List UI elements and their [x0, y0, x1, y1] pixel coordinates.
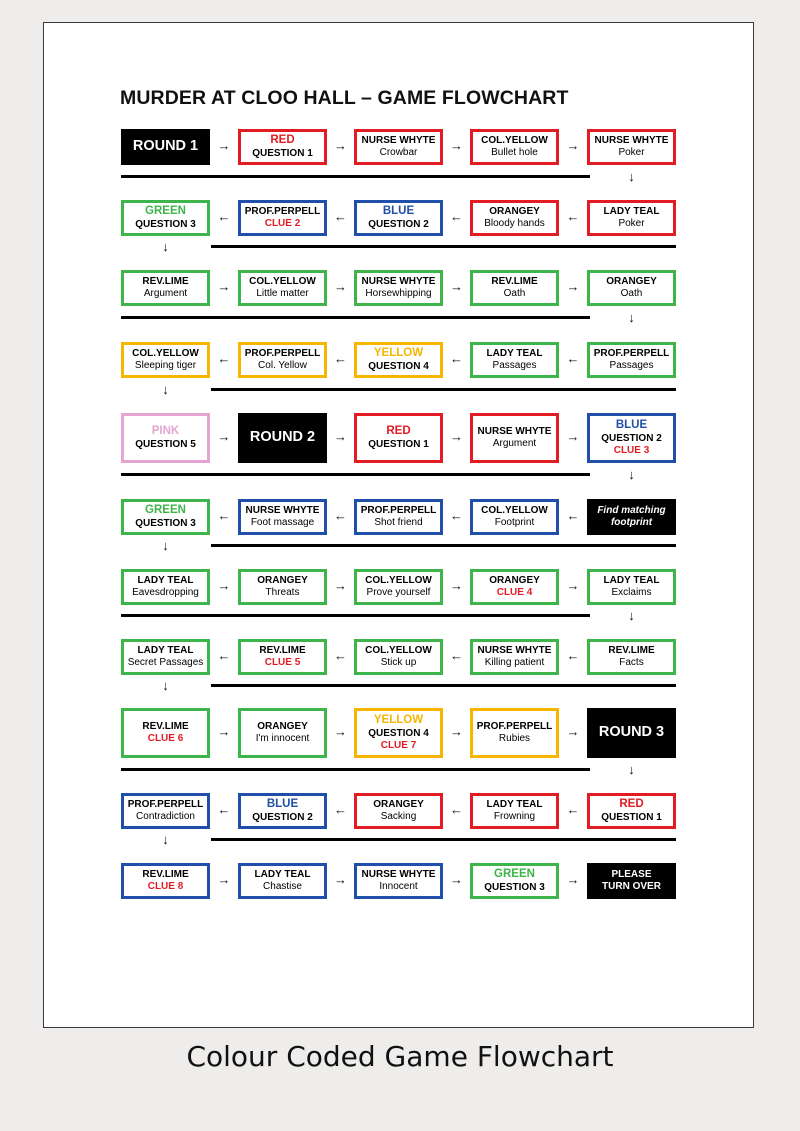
step-detail: I'm innocent — [255, 733, 310, 744]
step-detail: Chastise — [263, 881, 302, 892]
flow-step[interactable] — [121, 793, 210, 829]
flow-step[interactable] — [121, 569, 210, 605]
step-label: COL.YELLOW — [249, 276, 316, 288]
flow-step[interactable] — [238, 200, 327, 236]
step-label: PROF.PERPELL — [244, 348, 321, 360]
step-detail: Eavesdropping — [132, 587, 199, 598]
flow-step[interactable] — [238, 863, 327, 899]
flow-step[interactable] — [354, 639, 443, 675]
step-label: LADY TEAL — [137, 645, 194, 657]
flow-step[interactable] — [587, 342, 676, 378]
question-number: QUESTION 3 — [484, 881, 545, 893]
arrow-left-icon: ← — [450, 802, 463, 817]
step-label: LADY TEAL — [603, 206, 660, 218]
step-label: COL.YELLOW — [365, 575, 432, 587]
arrow-right-icon: → — [566, 724, 580, 739]
step-detail: Facts — [619, 657, 644, 668]
arrow-left-icon: ← — [334, 508, 347, 523]
clue-label: CLUE 6 — [147, 733, 184, 744]
step-detail: Poker — [618, 147, 645, 158]
connector-line — [121, 316, 590, 319]
flow-step[interactable] — [121, 200, 210, 236]
flow-step[interactable] — [354, 499, 443, 535]
flow-step[interactable] — [470, 569, 559, 605]
flow-step[interactable] — [587, 863, 676, 899]
question-number: QUESTION 4 — [368, 360, 429, 372]
step-label: LADY TEAL — [486, 799, 543, 811]
question-colour: YELLOW — [373, 347, 424, 360]
question-number: QUESTION 1 — [601, 811, 662, 823]
flowchart-rows — [44, 23, 753, 1027]
step-label: LADY TEAL — [486, 348, 543, 360]
step-label: LADY TEAL — [603, 575, 660, 587]
question-colour: GREEN — [494, 868, 535, 881]
flow-step[interactable] — [121, 499, 210, 535]
arrow-down-icon: ↓ — [628, 762, 635, 777]
flow-step[interactable] — [354, 413, 443, 463]
arrow-left-icon: ← — [334, 209, 347, 224]
connector-line — [211, 388, 676, 391]
step-label: NURSE WHYTE — [361, 869, 436, 881]
step-label: ORANGEY — [606, 276, 657, 288]
arrow-left-icon: ← — [566, 209, 580, 224]
arrow-right-icon: → — [450, 429, 463, 444]
arrow-right-icon: → — [217, 429, 231, 444]
flow-step[interactable] — [354, 342, 443, 378]
flow-step[interactable] — [354, 129, 443, 165]
step-detail: Stick up — [380, 657, 417, 668]
flow-step[interactable] — [587, 129, 676, 165]
step-detail: Secret Passages — [127, 657, 204, 668]
step-detail: Frowning — [493, 811, 536, 822]
arrow-right-icon: → — [217, 872, 231, 887]
arrow-left-icon: ← — [217, 802, 231, 817]
step-detail: Passages — [492, 360, 537, 371]
step-label: ORANGEY — [257, 575, 308, 587]
step-detail: Bullet hole — [491, 147, 538, 158]
arrow-down-icon: ↓ — [162, 382, 169, 397]
step-detail: Prove yourself — [366, 587, 431, 598]
flow-step[interactable] — [238, 413, 327, 463]
flow-step[interactable] — [238, 270, 327, 306]
flow-step[interactable] — [121, 863, 210, 899]
question-number: QUESTION 3 — [135, 517, 196, 529]
step-detail: Col. Yellow — [258, 360, 307, 371]
arrow-down-icon: ↓ — [162, 538, 169, 553]
arrow-right-icon: → — [450, 872, 463, 887]
arrow-right-icon: → — [450, 578, 463, 593]
flow-step[interactable] — [470, 639, 559, 675]
arrow-right-icon: → — [566, 138, 580, 153]
arrow-left-icon: ← — [450, 648, 463, 663]
step-detail: Horsewhipping — [365, 288, 432, 299]
arrow-right-icon: → — [217, 578, 231, 593]
flow-step[interactable] — [587, 708, 676, 758]
question-colour: RED — [270, 134, 295, 147]
flow-step[interactable] — [470, 708, 559, 758]
clue-label: CLUE 8 — [147, 881, 184, 892]
connector-line — [121, 175, 590, 178]
step-detail: Crowbar — [379, 147, 418, 158]
arrow-left-icon: ← — [450, 508, 463, 523]
clue-label: CLUE 2 — [264, 218, 301, 229]
step-detail: Oath — [503, 288, 526, 299]
flow-step[interactable] — [470, 342, 559, 378]
flow-step[interactable] — [121, 708, 210, 758]
step-label: NURSE WHYTE — [477, 645, 552, 657]
arrow-down-icon: ↓ — [162, 832, 169, 847]
flow-step[interactable] — [121, 639, 210, 675]
arrow-down-icon: ↓ — [628, 608, 635, 623]
arrow-left-icon: ← — [334, 351, 347, 366]
connector-line — [211, 544, 676, 547]
flow-step[interactable] — [587, 639, 676, 675]
connector-line — [121, 614, 590, 617]
step-label: PROF.PERPELL — [593, 348, 670, 360]
step-detail: Foot massage — [250, 517, 315, 528]
flow-step[interactable] — [238, 793, 327, 829]
step-label: NURSE WHYTE — [361, 135, 436, 147]
question-colour: YELLOW — [373, 714, 424, 727]
arrow-down-icon: ↓ — [162, 239, 169, 254]
caption: Colour Coded Game Flowchart — [186, 1040, 614, 1073]
step-detail: Threats — [265, 587, 300, 598]
step-detail: Exclaims — [611, 587, 652, 598]
step-detail: Little matter — [256, 288, 309, 299]
question-number: QUESTION 1 — [252, 147, 313, 159]
arrow-left-icon: ← — [217, 648, 231, 663]
flow-step[interactable] — [587, 793, 676, 829]
arrow-right-icon: → — [334, 578, 347, 593]
flow-step[interactable] — [238, 342, 327, 378]
step-label: ORANGEY — [489, 206, 540, 218]
flowchart-sheet — [43, 22, 754, 1028]
question-colour: GREEN — [145, 205, 186, 218]
step-label: REV.LIME — [259, 645, 306, 657]
round-label: ROUND 3 — [598, 724, 665, 741]
step-label: ORANGEY — [489, 575, 540, 587]
arrow-right-icon: → — [566, 872, 580, 887]
step-label: NURSE WHYTE — [594, 135, 669, 147]
flow-step[interactable] — [354, 270, 443, 306]
flow-step[interactable] — [587, 270, 676, 306]
arrow-right-icon: → — [334, 872, 347, 887]
connector-line — [121, 473, 590, 476]
arrow-left-icon: ← — [450, 351, 463, 366]
note-text: Find matching — [597, 505, 666, 517]
question-number: QUESTION 3 — [135, 218, 196, 230]
arrow-left-icon: ← — [566, 508, 580, 523]
step-label: ORANGEY — [257, 721, 308, 733]
flow-step[interactable] — [470, 129, 559, 165]
step-label: COL.YELLOW — [481, 505, 548, 517]
arrow-right-icon: → — [450, 279, 463, 294]
step-label: ORANGEY — [373, 799, 424, 811]
arrow-left-icon: ← — [450, 209, 463, 224]
arrow-right-icon: → — [566, 429, 580, 444]
arrow-right-icon: → — [566, 279, 580, 294]
flow-step[interactable] — [470, 413, 559, 463]
connector-line — [121, 768, 590, 771]
question-number: QUESTION 1 — [368, 438, 429, 450]
step-label: NURSE WHYTE — [477, 426, 552, 438]
step-detail: Contradiction — [136, 811, 195, 822]
connector-line — [211, 684, 676, 687]
question-colour: GREEN — [145, 504, 186, 517]
arrow-left-icon: ← — [566, 802, 580, 817]
step-label: REV.LIME — [142, 276, 189, 288]
arrow-left-icon: ← — [566, 648, 580, 663]
step-label: LADY TEAL — [254, 869, 311, 881]
flow-step[interactable] — [470, 499, 559, 535]
step-label: COL.YELLOW — [365, 645, 432, 657]
arrow-left-icon: ← — [334, 802, 347, 817]
question-colour: BLUE — [266, 798, 299, 811]
step-detail: Innocent — [379, 881, 418, 892]
end-label: PLEASE — [611, 869, 652, 881]
step-label: COL.YELLOW — [132, 348, 199, 360]
question-colour: RED — [386, 425, 411, 438]
question-number: QUESTION 2 — [252, 811, 313, 823]
flow-step[interactable] — [238, 708, 327, 758]
step-detail: Rubies — [498, 733, 531, 744]
flow-step[interactable] — [354, 200, 443, 236]
connector-line — [211, 245, 676, 248]
step-label: NURSE WHYTE — [245, 505, 320, 517]
flow-step[interactable] — [354, 863, 443, 899]
step-detail: Bloody hands — [484, 218, 545, 229]
clue-label: CLUE 5 — [264, 657, 301, 668]
arrow-right-icon: → — [217, 138, 231, 153]
flow-step[interactable] — [121, 129, 210, 165]
arrow-down-icon: ↓ — [628, 467, 635, 482]
question-number: QUESTION 5 — [135, 438, 196, 450]
step-label: NURSE WHYTE — [361, 276, 436, 288]
arrow-right-icon: → — [217, 279, 231, 294]
round-label: ROUND 2 — [249, 429, 316, 446]
flow-step[interactable] — [238, 499, 327, 535]
flow-step[interactable] — [470, 200, 559, 236]
flow-step[interactable] — [587, 413, 676, 463]
flow-step[interactable] — [121, 342, 210, 378]
question-number: QUESTION 4 — [368, 727, 429, 739]
arrow-left-icon: ← — [217, 351, 231, 366]
arrow-right-icon: → — [450, 138, 463, 153]
step-label: PROF.PERPELL — [476, 721, 553, 733]
step-label: REV.LIME — [142, 721, 189, 733]
clue-label: CLUE 3 — [613, 444, 650, 456]
page-title: MURDER AT CLOO HALL – GAME FLOWCHART — [120, 87, 569, 109]
arrow-right-icon: → — [217, 724, 231, 739]
arrow-right-icon: → — [334, 429, 347, 444]
step-label: PROF.PERPELL — [127, 799, 204, 811]
arrow-right-icon: → — [566, 578, 580, 593]
arrow-left-icon: ← — [217, 209, 231, 224]
arrow-down-icon: ↓ — [628, 310, 635, 325]
step-label: PROF.PERPELL — [244, 206, 321, 218]
step-detail: Shot friend — [374, 517, 423, 528]
step-detail: Passages — [609, 360, 654, 371]
flow-step[interactable] — [354, 793, 443, 829]
flow-step[interactable] — [121, 270, 210, 306]
question-number: QUESTION 2 — [368, 218, 429, 230]
step-detail: Sleeping tiger — [134, 360, 197, 371]
arrow-left-icon: ← — [217, 508, 231, 523]
step-label: PROF.PERPELL — [360, 505, 437, 517]
arrow-left-icon: ← — [566, 351, 580, 366]
step-label: REV.LIME — [491, 276, 538, 288]
arrow-right-icon: → — [334, 724, 347, 739]
arrow-down-icon: ↓ — [628, 169, 635, 184]
step-detail: Oath — [620, 288, 643, 299]
flow-step[interactable] — [587, 200, 676, 236]
flow-step[interactable] — [238, 639, 327, 675]
step-label: COL.YELLOW — [481, 135, 548, 147]
question-colour: RED — [619, 798, 644, 811]
arrow-right-icon: → — [334, 279, 347, 294]
arrow-down-icon: ↓ — [162, 678, 169, 693]
clue-label: CLUE 7 — [380, 739, 417, 751]
arrow-right-icon: → — [334, 138, 347, 153]
flow-step[interactable] — [354, 569, 443, 605]
flow-step[interactable] — [470, 793, 559, 829]
step-detail: Killing patient — [484, 657, 545, 668]
round-label: ROUND 1 — [132, 138, 199, 155]
flow-step[interactable] — [238, 569, 327, 605]
arrow-right-icon: → — [450, 724, 463, 739]
step-detail: Poker — [618, 218, 645, 229]
flow-step[interactable] — [587, 499, 676, 535]
step-label: LADY TEAL — [137, 575, 194, 587]
step-detail: Footprint — [494, 517, 535, 528]
step-detail: Argument — [143, 288, 188, 299]
flow-step[interactable] — [470, 863, 559, 899]
flow-step[interactable] — [587, 569, 676, 605]
clue-label: CLUE 4 — [496, 587, 533, 598]
flow-step[interactable] — [121, 413, 210, 463]
step-detail: Argument — [492, 438, 537, 449]
end-label: TURN OVER — [602, 881, 661, 892]
question-colour: PINK — [151, 425, 180, 438]
connector-line — [211, 838, 676, 841]
note-text: footprint — [610, 517, 653, 528]
flow-step[interactable] — [354, 708, 443, 758]
step-label: REV.LIME — [142, 869, 189, 881]
flow-step[interactable] — [470, 270, 559, 306]
question-colour: BLUE — [382, 205, 415, 218]
question-number: QUESTION 2 — [601, 432, 662, 444]
flow-step[interactable] — [238, 129, 327, 165]
arrow-left-icon: ← — [334, 648, 347, 663]
step-detail: Sacking — [380, 811, 417, 822]
step-label: REV.LIME — [608, 645, 655, 657]
question-colour: BLUE — [615, 419, 648, 432]
